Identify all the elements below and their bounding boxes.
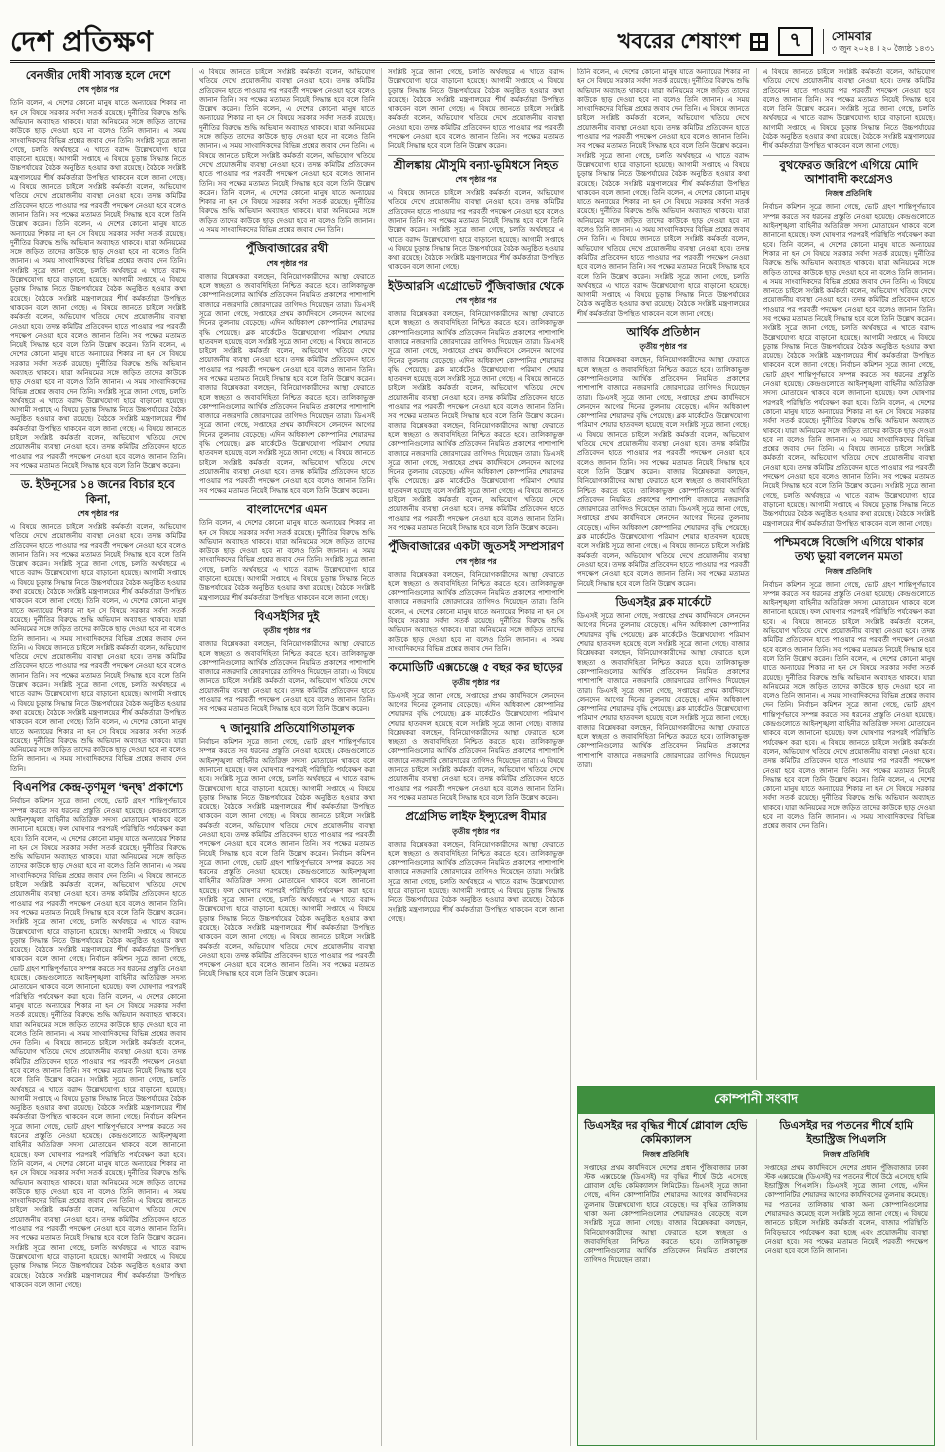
article-body: এ বিষয়ে জানতে চাইলে সংশ্লিষ্ট কর্মকর্তা বলেন, অভিযোগ খতিয়ে দেখে প্রয়োজনীয় ব্যবস্থা নেওয়া হবে। তদন্ত কমিটির প্রতিবেদন হাতে পাওয়ার পর পরবর্তী পদক্ষেপ নেওয়া হবে বলেও জানান তিনি। সব পক্ষের মতামত নিয়েই সিদ্ধান্ত হবে বলে তিনি উল্লেখ করেন। তিনি বলেন, এ দেশের কোনো মানুষ যাতে অন্যায়ের শিকার না হন সে বিষয়ে সরকার সর্বদা সতর্ক রয়েছে। দুর্নীতির বিরুদ্ধে শুদ্ধি অভিযান অব্যাহত থাকবে। যারা অনিয়মের সঙ্গে জড়িত তাদের কাউকে ছাড় দেওয়া হবে না বলেও তিনি জানান। এ সময় সাংবাদিকদের বিভিন্ন প্রশ্নের জবাব দেন তিনি। এ বিষয়ে জানতে চাইলে সংশ্লিষ্ট কর্মকর্তা বলেন, অভিযোগ খতিয়ে দেখে প্রয়োজনীয় ব্যবস্থা নেওয়া হবে। তদন্ত কমিটির প্রতিবেদন হাতে পাওয়ার পর পরবর্তী পদক্ষেপ নেওয়া হবে বলেও জানান তিনি। সব পক্ষের মতামত নিয়েই সিদ্ধান্ত হবে বলে তিনি উল্লেখ করেন। তিনি বলেন, এ দেশের কোনো মানুষ যাতে অন্যায়ের শিকার না হন সে বিষয়ে সরকার সর্বদা সতর্ক রয়েছে। দুর্নীতির বিরুদ্ধে শুদ্ধি অভিযান অব্যাহত থাকবে। যারা অনিয়মের সঙ্গে জড়িত তাদের কাউকে ছাড় দেওয়া হবে না বলেও তিনি জানান। এ সময় সাংবাদিকদের বিভিন্ন প্রশ্নের জবাব দেন তিনি। — [199, 69, 375, 235]
article-headline: ডিএসইর ব্লক মার্কেটে — [615, 596, 711, 609]
article-body: ডিএসই সূত্রে জানা গেছে, সপ্তাহের প্রথম কার্যদিবসে লেনদেন আগের দিনের তুলনায় বেড়েছে। এদিন অধিকাংশ কোম্পানির শেয়ারদর বৃদ্ধি পেয়েছে। ব্লক মার্কেটেও উল্লেখযোগ্য পরিমাণ শেয়ার হাতবদল হয়েছে বলে সংশ্লিষ্ট সূত্রে জানা গেছে। বাজার বিশ্লেষকরা বলছেন, বিনিয়োগকারীদের আস্থা ফেরাতে হলে স্বচ্ছতা ও জবাবদিহিতা নিশ্চিত করতে হবে। তালিকাভুক্ত কোম্পানিগুলোর আর্থিক প্রতিবেদন নিয়মিত প্রকাশের পাশাপাশি বাজারে নজরদারি জোরদারের তাগিদও দিয়েছেন তারা। এ বিষয়ে জানতে চাইলে সংশ্লিষ্ট কর্মকর্তা বলেন, অভিযোগ খতিয়ে দেখে প্রয়োজনীয় ব্যবস্থা নেওয়া হবে। তদন্ত কমিটির প্রতিবেদন হাতে পাওয়ার পর পরবর্তী পদক্ষেপ নেওয়া হবে বলেও জানান তিনি। সব পক্ষের মতামত নিয়েই সিদ্ধান্ত হবে বলে তিনি উল্লেখ করেন। — [388, 692, 564, 802]
article — [577, 68, 750, 319]
right-columns — [577, 68, 935, 1080]
article-byline: শেষ পৃষ্ঠার পর — [455, 296, 497, 306]
date-line: ৩ জুন ২০২৪ । ২০ জ্যৈষ্ঠ ১৪৩১ — [831, 43, 935, 53]
article-body: নির্বাচন কমিশন সূত্রে জানা গেছে, ভোট গ্রহণ শান্তিপূর্ণভাবে সম্পন্ন করতে সব ধরনের প্রস্তুতি নেওয়া হয়েছে। কেন্দ্রগুলোতে আইনশৃঙ্খলা বাহিনীর অতিরিক্ত সদস্য মোতায়েন থাকবে বলে জানানো হয়েছে। ফল ঘোষণার পরপরই পরিস্থিতি পর্যবেক্ষণ করা হবে। তিনি বলেন, এ দেশের কোনো মানুষ যাতে অন্যায়ের শিকার না হন সে বিষয়ে সরকার সর্বদা সতর্ক রয়েছে। দুর্নীতির বিরুদ্ধে শুদ্ধি অভিযান অব্যাহত থাকবে। যারা অনিয়মের সঙ্গে জড়িত তাদের কাউকে ছাড় দেওয়া হবে না বলেও তিনি জানান। এ সময় সাংবাদিকদের বিভিন্ন প্রশ্নের জবাব দেন তিনি। এ বিষয়ে জানতে চাইলে সংশ্লিষ্ট কর্মকর্তা বলেন, অভিযোগ খতিয়ে দেখে প্রয়োজনীয় ব্যবস্থা নেওয়া হবে। তদন্ত কমিটির প্রতিবেদন হাতে পাওয়ার পর পরবর্তী পদক্ষেপ নেওয়া হবে বলেও জানান তিনি। সব পক্ষের মতামত নিয়েই সিদ্ধান্ত হবে বলে তিনি উল্লেখ করেন। সংশ্লিষ্ট সূত্রে জানা গেছে, চলতি অর্থবছরে এ খাতে বরাদ্দ উল্লেখযোগ্য হারে বাড়ানো হয়েছে। আগামী সপ্তাহে এ বিষয়ে চূড়ান্ত সিদ্ধান্ত নিতে উচ্চপর্যায়ের বৈঠক অনুষ্ঠিত হওয়ার কথা রয়েছে। বৈঠকে সংশ্লিষ্ট মন্ত্রণালয়ের শীর্ষ কর্মকর্তারা উপস্থিত থাকবেন বলে জানা গেছে। নির্বাচন কমিশন সূত্রে জানা গেছে, ভোট গ্রহণ শান্তিপূর্ণভাবে সম্পন্ন করতে সব ধরনের প্রস্তুতি নেওয়া হয়েছে। কেন্দ্রগুলোতে আইনশৃঙ্খলা বাহিনীর অতিরিক্ত সদস্য মোতায়েন থাকবে বলে জানানো হয়েছে। ফল ঘোষণার পরপরই পরিস্থিতি পর্যবেক্ষণ করা হবে। তিনি বলেন, এ দেশের কোনো মানুষ যাতে অন্যায়ের শিকার না হন সে বিষয়ে সরকার সর্বদা সতর্ক রয়েছে। দুর্নীতির বিরুদ্ধে শুদ্ধি অভিযান অব্যাহত থাকবে। যারা অনিয়মের সঙ্গে জড়িত তাদের কাউকে ছাড় দেওয়া হবে না বলেও তিনি জানান। এ সময় সাংবাদিকদের বিভিন্ন প্রশ্নের জবাব দেন তিনি। এ বিষয়ে জানতে চাইলে সংশ্লিষ্ট কর্মকর্তা বলেন, অভিযোগ খতিয়ে দেখে প্রয়োজনীয় ব্যবস্থা নেওয়া হবে। তদন্ত কমিটির প্রতিবেদন হাতে পাওয়ার পর পরবর্তী পদক্ষেপ নেওয়া হবে বলেও জানান তিনি। সব পক্ষের মতামত নিয়েই সিদ্ধান্ত হবে বলে তিনি উল্লেখ করেন। সংশ্লিষ্ট সূত্রে জানা গেছে, চলতি অর্থবছরে এ খাতে বরাদ্দ উল্লেখযোগ্য হারে বাড়ানো হয়েছে। আগামী সপ্তাহে এ বিষয়ে চূড়ান্ত সিদ্ধান্ত নিতে উচ্চপর্যায়ের বৈঠক অনুষ্ঠিত হওয়ার কথা রয়েছে। বৈঠকে সংশ্লিষ্ট মন্ত্রণালয়ের শীর্ষ কর্মকর্তারা উপস্থিত থাকবেন বলে জানা গেছে। — [762, 204, 935, 528]
article — [388, 657, 564, 803]
article-body: সপ্তাহের প্রথম কার্যদিবসে দেশের প্রধান পুঁজিবাজার ঢাকা স্টক এক্সচেঞ্জে (ডিএসই) দর পতনের শীর্ষে উঠে এসেছে হামি ইন্ডাস্ট্রিজ পিএলসি। ডিএসই সূত্রে জানা গেছে, এদিন কোম্পানিটির শেয়ারদর আগের কার্যদিবসের তুলনায় কমেছে। দর পতনের তালিকায় থাকা অন্য কোম্পানিগুলোর শেয়ারদরও কমেছে বলে সংশ্লিষ্ট সূত্রে জানা গেছে। এ বিষয়ে জানতে চাইলে সংশ্লিষ্ট কর্মকর্তা বলেন, বাজার পরিস্থিতি নিবিড়ভাবে পর্যবেক্ষণ করা হচ্ছে এবং প্রয়োজনীয় ব্যবস্থা নেওয়া হবে। সব পক্ষের মতামত নিয়েই পরবর্তী পদক্ষেপ নেওয়া হবে বলে তিনি জানান। — [764, 1164, 928, 1256]
article — [10, 69, 186, 471]
article-headline: বিএসইসির দুই — [254, 610, 320, 623]
article-headline: আর্থিক প্রতিষ্ঠান — [626, 327, 701, 340]
column-5 — [763, 68, 936, 1080]
article-headline: পশ্চিমবঙ্গে বিজেপি এগিয়ে থাকার তথ্য ভুয়া বললেন মমতা — [773, 536, 924, 564]
article-headline: বিএনপির কেন্দ্র-তৃণমূল ‘দ্বন্দ্ব’ প্রকাশ্যে — [13, 782, 183, 795]
article-body: বাজার বিশ্লেষকরা বলছেন, বিনিয়োগকারীদের আস্থা ফেরাতে হলে স্বচ্ছতা ও জবাবদিহিতা নিশ্চিত করতে হবে। তালিকাভুক্ত কোম্পানিগুলোর আর্থিক প্রতিবেদন নিয়মিত প্রকাশের পাশাপাশি বাজারে নজরদারি জোরদারের তাগিদও দিয়েছেন তারা। ডিএসই সূত্রে জানা গেছে, সপ্তাহের প্রথম কার্যদিবসে লেনদেন আগের দিনের তুলনায় বেড়েছে। এদিন অধিকাংশ কোম্পানির শেয়ারদর বৃদ্ধি পেয়েছে। ব্লক মার্কেটেও উল্লেখযোগ্য পরিমাণ শেয়ার হাতবদল হয়েছে বলে সংশ্লিষ্ট সূত্রে জানা গেছে। এ বিষয়ে জানতে চাইলে সংশ্লিষ্ট কর্মকর্তা বলেন, অভিযোগ খতিয়ে দেখে প্রয়োজনীয় ব্যবস্থা নেওয়া হবে। তদন্ত কমিটির প্রতিবেদন হাতে পাওয়ার পর পরবর্তী পদক্ষেপ নেওয়া হবে বলেও জানান তিনি। সব পক্ষের মতামত নিয়েই সিদ্ধান্ত হবে বলে তিনি উল্লেখ করেন। বাজার বিশ্লেষকরা বলছেন, বিনিয়োগকারীদের আস্থা ফেরাতে হলে স্বচ্ছতা ও জবাবদিহিতা নিশ্চিত করতে হবে। তালিকাভুক্ত কোম্পানিগুলোর আর্থিক প্রতিবেদন নিয়মিত প্রকাশের পাশাপাশি বাজারে নজরদারি জোরদারের তাগিদও দিয়েছেন তারা। ডিএসই সূত্রে জানা গেছে, সপ্তাহের প্রথম কার্যদিবসে লেনদেন আগের দিনের তুলনায় বেড়েছে। এদিন অধিকাংশ কোম্পানির শেয়ারদর বৃদ্ধি পেয়েছে। ব্লক মার্কেটেও উল্লেখযোগ্য পরিমাণ শেয়ার হাতবদল হয়েছে বলে সংশ্লিষ্ট সূত্রে জানা গেছে। এ বিষয়ে জানতে চাইলে সংশ্লিষ্ট কর্মকর্তা বলেন, অভিযোগ খতিয়ে দেখে প্রয়োজনীয় ব্যবস্থা নেওয়া হবে। তদন্ত কমিটির প্রতিবেদন হাতে পাওয়ার পর পরবর্তী পদক্ষেপ নেওয়া হবে বলেও জানান তিনি। সব পক্ষের মতামত নিয়েই সিদ্ধান্ত হবে বলে তিনি উল্লেখ করেন। — [388, 311, 564, 532]
article-body: নির্বাচন কমিশন সূত্রে জানা গেছে, ভোট গ্রহণ শান্তিপূর্ণভাবে সম্পন্ন করতে সব ধরনের প্রস্তুতি নেওয়া হয়েছে। কেন্দ্রগুলোতে আইনশৃঙ্খলা বাহিনীর অতিরিক্ত সদস্য মোতায়েন থাকবে বলে জানানো হয়েছে। ফল ঘোষণার পরপরই পরিস্থিতি পর্যবেক্ষণ করা হবে। সংশ্লিষ্ট সূত্রে জানা গেছে, চলতি অর্থবছরে এ খাতে বরাদ্দ উল্লেখযোগ্য হারে বাড়ানো হয়েছে। আগামী সপ্তাহে এ বিষয়ে চূড়ান্ত সিদ্ধান্ত নিতে উচ্চপর্যায়ের বৈঠক অনুষ্ঠিত হওয়ার কথা রয়েছে। বৈঠকে সংশ্লিষ্ট মন্ত্রণালয়ের শীর্ষ কর্মকর্তারা উপস্থিত থাকবেন বলে জানা গেছে। এ বিষয়ে জানতে চাইলে সংশ্লিষ্ট কর্মকর্তা বলেন, অভিযোগ খতিয়ে দেখে প্রয়োজনীয় ব্যবস্থা নেওয়া হবে। তদন্ত কমিটির প্রতিবেদন হাতে পাওয়ার পর পরবর্তী পদক্ষেপ নেওয়া হবে বলেও জানান তিনি। সব পক্ষের মতামত নিয়েই সিদ্ধান্ত হবে বলে তিনি উল্লেখ করেন। নির্বাচন কমিশন সূত্রে জানা গেছে, ভোট গ্রহণ শান্তিপূর্ণভাবে সম্পন্ন করতে সব ধরনের প্রস্তুতি নেওয়া হয়েছে। কেন্দ্রগুলোতে আইনশৃঙ্খলা বাহিনীর অতিরিক্ত সদস্য মোতায়েন থাকবে বলে জানানো হয়েছে। ফল ঘোষণার পরপরই পরিস্থিতি পর্যবেক্ষণ করা হবে। সংশ্লিষ্ট সূত্রে জানা গেছে, চলতি অর্থবছরে এ খাতে বরাদ্দ উল্লেখযোগ্য হারে বাড়ানো হয়েছে। আগামী সপ্তাহে এ বিষয়ে চূড়ান্ত সিদ্ধান্ত নিতে উচ্চপর্যায়ের বৈঠক অনুষ্ঠিত হওয়ার কথা রয়েছে। বৈঠকে সংশ্লিষ্ট মন্ত্রণালয়ের শীর্ষ কর্মকর্তারা উপস্থিত থাকবেন বলে জানা গেছে। এ বিষয়ে জানতে চাইলে সংশ্লিষ্ট কর্মকর্তা বলেন, অভিযোগ খতিয়ে দেখে প্রয়োজনীয় ব্যবস্থা নেওয়া হবে। তদন্ত কমিটির প্রতিবেদন হাতে পাওয়ার পর পরবর্তী পদক্ষেপ নেওয়া হবে বলেও জানান তিনি। সব পক্ষের মতামত নিয়েই সিদ্ধান্ত হবে বলে তিনি উল্লেখ করেন। — [199, 739, 375, 979]
article-headline: পুঁজিবাজারের একটা জুতসই সম্প্রসারণ — [388, 541, 564, 554]
article-body: বাজার বিশ্লেষকরা বলছেন, বিনিয়োগকারীদের আস্থা ফেরাতে হলে স্বচ্ছতা ও জবাবদিহিতা নিশ্চিত করতে হবে। তালিকাভুক্ত কোম্পানিগুলোর আর্থিক প্রতিবেদন নিয়মিত প্রকাশের পাশাপাশি বাজারে নজরদারি জোরদারের তাগিদও দিয়েছেন তারা। ডিএসই সূত্রে জানা গেছে, সপ্তাহের প্রথম কার্যদিবসে লেনদেন আগের দিনের তুলনায় বেড়েছে। এদিন অধিকাংশ কোম্পানির শেয়ারদর বৃদ্ধি পেয়েছে। ব্লক মার্কেটেও উল্লেখযোগ্য পরিমাণ শেয়ার হাতবদল হয়েছে বলে সংশ্লিষ্ট সূত্রে জানা গেছে। এ বিষয়ে জানতে চাইলে সংশ্লিষ্ট কর্মকর্তা বলেন, অভিযোগ খতিয়ে দেখে প্রয়োজনীয় ব্যবস্থা নেওয়া হবে। তদন্ত কমিটির প্রতিবেদন হাতে পাওয়ার পর পরবর্তী পদক্ষেপ নেওয়া হবে বলেও জানান তিনি। সব পক্ষের মতামত নিয়েই সিদ্ধান্ত হবে বলে তিনি উল্লেখ করেন। বাজার বিশ্লেষকরা বলছেন, বিনিয়োগকারীদের আস্থা ফেরাতে হলে স্বচ্ছতা ও জবাবদিহিতা নিশ্চিত করতে হবে। তালিকাভুক্ত কোম্পানিগুলোর আর্থিক প্রতিবেদন নিয়মিত প্রকাশের পাশাপাশি বাজারে নজরদারি জোরদারের তাগিদও দিয়েছেন তারা। ডিএসই সূত্রে জানা গেছে, সপ্তাহের প্রথম কার্যদিবসে লেনদেন আগের দিনের তুলনায় বেড়েছে। এদিন অধিকাংশ কোম্পানির শেয়ারদর বৃদ্ধি পেয়েছে। ব্লক মার্কেটেও উল্লেখযোগ্য পরিমাণ শেয়ার হাতবদল হয়েছে বলে সংশ্লিষ্ট সূত্রে জানা গেছে। এ বিষয়ে জানতে চাইলে সংশ্লিষ্ট কর্মকর্তা বলেন, অভিযোগ খতিয়ে দেখে প্রয়োজনীয় ব্যবস্থা নেওয়া হবে। তদন্ত কমিটির প্রতিবেদন হাতে পাওয়ার পর পরবর্তী পদক্ষেপ নেওয়া হবে বলেও জানান তিনি। সব পক্ষের মতামত নিয়েই সিদ্ধান্ত হবে বলে তিনি উল্লেখ করেন। — [577, 357, 750, 588]
article-body: বাজার বিশ্লেষকরা বলছেন, বিনিয়োগকারীদের আস্থা ফেরাতে হলে স্বচ্ছতা ও জবাবদিহিতা নিশ্চিত করতে হবে। তালিকাভুক্ত কোম্পানিগুলোর আর্থিক প্রতিবেদন নিয়মিত প্রকাশের পাশাপাশি বাজারে নজরদারি জোরদারের তাগিদও দিয়েছেন তারা। সংশ্লিষ্ট সূত্রে জানা গেছে, চলতি অর্থবছরে এ খাতে বরাদ্দ উল্লেখযোগ্য হারে বাড়ানো হয়েছে। আগামী সপ্তাহে এ বিষয়ে চূড়ান্ত সিদ্ধান্ত নিতে উচ্চপর্যায়ের বৈঠক অনুষ্ঠিত হওয়ার কথা রয়েছে। বৈঠকে সংশ্লিষ্ট মন্ত্রণালয়ের শীর্ষ কর্মকর্তারা উপস্থিত থাকবেন বলে জানা গেছে। — [388, 841, 564, 923]
article — [199, 499, 375, 603]
article — [10, 777, 186, 1290]
article-body: ডিএসই সূত্রে জানা গেছে, সপ্তাহের প্রথম কার্যদিবসে লেনদেন আগের দিনের তুলনায় বেড়েছে। এদিন অধিকাংশ কোম্পানির শেয়ারদর বৃদ্ধি পেয়েছে। ব্লক মার্কেটেও উল্লেখযোগ্য পরিমাণ শেয়ার হাতবদল হয়েছে বলে সংশ্লিষ্ট সূত্রে জানা গেছে। বাজার বিশ্লেষকরা বলছেন, বিনিয়োগকারীদের আস্থা ফেরাতে হলে স্বচ্ছতা ও জবাবদিহিতা নিশ্চিত করতে হবে। তালিকাভুক্ত কোম্পানিগুলোর আর্থিক প্রতিবেদন নিয়মিত প্রকাশের পাশাপাশি বাজারে নজরদারি জোরদারের তাগিদও দিয়েছেন তারা। ডিএসই সূত্রে জানা গেছে, সপ্তাহের প্রথম কার্যদিবসে লেনদেন আগের দিনের তুলনায় বেড়েছে। এদিন অধিকাংশ কোম্পানির শেয়ারদর বৃদ্ধি পেয়েছে। ব্লক মার্কেটেও উল্লেখযোগ্য পরিমাণ শেয়ার হাতবদল হয়েছে বলে সংশ্লিষ্ট সূত্রে জানা গেছে। বাজার বিশ্লেষকরা বলছেন, বিনিয়োগকারীদের আস্থা ফেরাতে হলে স্বচ্ছতা ও জবাবদিহিতা নিশ্চিত করতে হবে। তালিকাভুক্ত কোম্পানিগুলোর আর্থিক প্রতিবেদন নিয়মিত প্রকাশের পাশাপাশি বাজারে নজরদারি জোরদারের তাগিদও দিয়েছেন তারা। — [577, 613, 750, 769]
article — [388, 806, 564, 924]
article-byline: শেষ পৃষ্ঠার পর — [77, 509, 119, 518]
article-byline: শেষ পৃষ্ঠার পর — [77, 85, 119, 95]
article-headline: ড. ইউনূসের ১৪ জনের বিচার হবে কিনা, — [21, 479, 175, 506]
content-columns — [10, 68, 935, 1446]
article-byline: নিজস্ব প্রতিনিধি — [823, 1149, 870, 1159]
article-headline: বাংলাদেশের এমন — [246, 503, 328, 516]
article — [763, 155, 936, 529]
article-body: এ বিষয়ে জানতে চাইলে সংশ্লিষ্ট কর্মকর্তা বলেন, অভিযোগ খতিয়ে দেখে প্রয়োজনীয় ব্যবস্থা নেওয়া হবে। তদন্ত কমিটির প্রতিবেদন হাতে পাওয়ার পর পরবর্তী পদক্ষেপ নেওয়া হবে বলেও জানান তিনি। সব পক্ষের মতামত নিয়েই সিদ্ধান্ত হবে বলে তিনি উল্লেখ করেন। সংশ্লিষ্ট সূত্রে জানা গেছে, চলতি অর্থবছরে এ খাতে বরাদ্দ উল্লেখযোগ্য হারে বাড়ানো হয়েছে। আগামী সপ্তাহে এ বিষয়ে চূড়ান্ত সিদ্ধান্ত নিতে উচ্চপর্যায়ের বৈঠক অনুষ্ঠিত হওয়ার কথা রয়েছে। বৈঠকে সংশ্লিষ্ট মন্ত্রণালয়ের শীর্ষ কর্মকর্তারা উপস্থিত থাকবেন বলে জানা গেছে। — [762, 69, 935, 151]
article — [199, 68, 375, 235]
article-body: নির্বাচন কমিশন সূত্রে জানা গেছে, ভোট গ্রহণ শান্তিপূর্ণভাবে সম্পন্ন করতে সব ধরনের প্রস্তুতি নেওয়া হয়েছে। কেন্দ্রগুলোতে আইনশৃঙ্খলা বাহিনীর অতিরিক্ত সদস্য মোতায়েন থাকবে বলে জানানো হয়েছে। ফল ঘোষণার পরপরই পরিস্থিতি পর্যবেক্ষণ করা হবে। এ বিষয়ে জানতে চাইলে সংশ্লিষ্ট কর্মকর্তা বলেন, অভিযোগ খতিয়ে দেখে প্রয়োজনীয় ব্যবস্থা নেওয়া হবে। তদন্ত কমিটির প্রতিবেদন হাতে পাওয়ার পর পরবর্তী পদক্ষেপ নেওয়া হবে বলেও জানান তিনি। সব পক্ষের মতামত নিয়েই সিদ্ধান্ত হবে বলে তিনি উল্লেখ করেন। তিনি বলেন, এ দেশের কোনো মানুষ যাতে অন্যায়ের শিকার না হন সে বিষয়ে সরকার সর্বদা সতর্ক রয়েছে। দুর্নীতির বিরুদ্ধে শুদ্ধি অভিযান অব্যাহত থাকবে। যারা অনিয়মের সঙ্গে জড়িত তাদের কাউকে ছাড় দেওয়া হবে না বলেও তিনি জানান। এ সময় সাংবাদিকদের বিভিন্ন প্রশ্নের জবাব দেন তিনি। নির্বাচন কমিশন সূত্রে জানা গেছে, ভোট গ্রহণ শান্তিপূর্ণভাবে সম্পন্ন করতে সব ধরনের প্রস্তুতি নেওয়া হয়েছে। কেন্দ্রগুলোতে আইনশৃঙ্খলা বাহিনীর অতিরিক্ত সদস্য মোতায়েন থাকবে বলে জানানো হয়েছে। ফল ঘোষণার পরপরই পরিস্থিতি পর্যবেক্ষণ করা হবে। এ বিষয়ে জানতে চাইলে সংশ্লিষ্ট কর্মকর্তা বলেন, অভিযোগ খতিয়ে দেখে প্রয়োজনীয় ব্যবস্থা নেওয়া হবে। তদন্ত কমিটির প্রতিবেদন হাতে পাওয়ার পর পরবর্তী পদক্ষেপ নেওয়া হবে বলেও জানান তিনি। সব পক্ষের মতামত নিয়েই সিদ্ধান্ত হবে বলে তিনি উল্লেখ করেন। তিনি বলেন, এ দেশের কোনো মানুষ যাতে অন্যায়ের শিকার না হন সে বিষয়ে সরকার সর্বদা সতর্ক রয়েছে। দুর্নীতির বিরুদ্ধে শুদ্ধি অভিযান অব্যাহত থাকবে। যারা অনিয়মের সঙ্গে জড়িত তাদের কাউকে ছাড় দেওয়া হবে না বলেও তিনি জানান। এ সময় সাংবাদিকদের বিভিন্ন প্রশ্নের জবাব দেন তিনি। — [762, 581, 935, 831]
article-headline: প্রগ্রেসিভ লাইফ ইন্স্যুরেন্স বীমার — [405, 811, 547, 824]
article-headline: বেনজীর দোষী সাব্যস্ত হলে দেশে — [25, 70, 171, 82]
article-body: এ বিষয়ে জানতে চাইলে সংশ্লিষ্ট কর্মকর্তা বলেন, অভিযোগ খতিয়ে দেখে প্রয়োজনীয় ব্যবস্থা নেওয়া হবে। তদন্ত কমিটির প্রতিবেদন হাতে পাওয়ার পর পরবর্তী পদক্ষেপ নেওয়া হবে বলেও জানান তিনি। সব পক্ষের মতামত নিয়েই সিদ্ধান্ত হবে বলে তিনি উল্লেখ করেন। সংশ্লিষ্ট সূত্রে জানা গেছে, চলতি অর্থবছরে এ খাতে বরাদ্দ উল্লেখযোগ্য হারে বাড়ানো হয়েছে। আগামী সপ্তাহে এ বিষয়ে চূড়ান্ত সিদ্ধান্ত নিতে উচ্চপর্যায়ের বৈঠক অনুষ্ঠিত হওয়ার কথা রয়েছে। বৈঠকে সংশ্লিষ্ট মন্ত্রণালয়ের শীর্ষ কর্মকর্তারা উপস্থিত থাকবেন বলে জানা গেছে। তিনি বলেন, এ দেশের কোনো মানুষ যাতে অন্যায়ের শিকার না হন সে বিষয়ে সরকার সর্বদা সতর্ক রয়েছে। দুর্নীতির বিরুদ্ধে শুদ্ধি অভিযান অব্যাহত থাকবে। যারা অনিয়মের সঙ্গে জড়িত তাদের কাউকে ছাড় দেওয়া হবে না বলেও তিনি জানান। এ সময় সাংবাদিকদের বিভিন্ন প্রশ্নের জবাব দেন তিনি। এ বিষয়ে জানতে চাইলে সংশ্লিষ্ট কর্মকর্তা বলেন, অভিযোগ খতিয়ে দেখে প্রয়োজনীয় ব্যবস্থা নেওয়া হবে। তদন্ত কমিটির প্রতিবেদন হাতে পাওয়ার পর পরবর্তী পদক্ষেপ নেওয়া হবে বলেও জানান তিনি। সব পক্ষের মতামত নিয়েই সিদ্ধান্ত হবে বলে তিনি উল্লেখ করেন। সংশ্লিষ্ট সূত্রে জানা গেছে, চলতি অর্থবছরে এ খাতে বরাদ্দ উল্লেখযোগ্য হারে বাড়ানো হয়েছে। আগামী সপ্তাহে এ বিষয়ে চূড়ান্ত সিদ্ধান্ত নিতে উচ্চপর্যায়ের বৈঠক অনুষ্ঠিত হওয়ার কথা রয়েছে। বৈঠকে সংশ্লিষ্ট মন্ত্রণালয়ের শীর্ষ কর্মকর্তারা উপস্থিত থাকবেন বলে জানা গেছে। তিনি বলেন, এ দেশের কোনো মানুষ যাতে অন্যায়ের শিকার না হন সে বিষয়ে সরকার সর্বদা সতর্ক রয়েছে। দুর্নীতির বিরুদ্ধে শুদ্ধি অভিযান অব্যাহত থাকবে। যারা অনিয়মের সঙ্গে জড়িত তাদের কাউকে ছাড় দেওয়া হবে না বলেও তিনি জানান। এ সময় সাংবাদিকদের বিভিন্ন প্রশ্নের জবাব দেন তিনি। — [10, 524, 186, 773]
article-byline: শেষ পৃষ্ঠার পর — [455, 556, 497, 566]
company-news-title: কোম্পানী সংবাদ — [578, 1087, 934, 1114]
column-divider — [192, 68, 193, 1446]
article — [199, 718, 375, 980]
article-byline: তৃতীয় পৃষ্ঠার পর — [639, 342, 687, 352]
article-byline: নিজস্ব প্রতিনিধি — [642, 1149, 689, 1159]
column-divider — [756, 1119, 757, 1440]
section-title: খবরের শেষাংশ — [617, 30, 741, 54]
header-right-block — [617, 27, 935, 56]
column-1 — [10, 68, 186, 1446]
company-news-box — [577, 1086, 935, 1446]
article — [577, 592, 750, 770]
article-body: বাজার বিশ্লেষকরা বলছেন, বিনিয়োগকারীদের আস্থা ফেরাতে হলে স্বচ্ছতা ও জবাবদিহিতা নিশ্চিত করতে হবে। তালিকাভুক্ত কোম্পানিগুলোর আর্থিক প্রতিবেদন নিয়মিত প্রকাশের পাশাপাশি বাজারে নজরদারি জোরদারের তাগিদও দিয়েছেন তারা। তিনি বলেন, এ দেশের কোনো মানুষ যাতে অন্যায়ের শিকার না হন সে বিষয়ে সরকার সর্বদা সতর্ক রয়েছে। দুর্নীতির বিরুদ্ধে শুদ্ধি অভিযান অব্যাহত থাকবে। যারা অনিয়মের সঙ্গে জড়িত তাদের কাউকে ছাড় দেওয়া হবে না বলেও তিনি জানান। এ সময় সাংবাদিকদের বিভিন্ন প্রশ্নের জবাব দেন তিনি। — [388, 571, 564, 653]
article-byline: শেষ পৃষ্ঠার পর — [266, 258, 308, 268]
article-body: এ বিষয়ে জানতে চাইলে সংশ্লিষ্ট কর্মকর্তা বলেন, অভিযোগ খতিয়ে দেখে প্রয়োজনীয় ব্যবস্থা নেওয়া হবে। তদন্ত কমিটির প্রতিবেদন হাতে পাওয়ার পর পরবর্তী পদক্ষেপ নেওয়া হবে বলেও জানান তিনি। সব পক্ষের মতামত নিয়েই সিদ্ধান্ত হবে বলে তিনি উল্লেখ করেন। সংশ্লিষ্ট সূত্রে জানা গেছে, চলতি অর্থবছরে এ খাতে বরাদ্দ উল্লেখযোগ্য হারে বাড়ানো হয়েছে। আগামী সপ্তাহে এ বিষয়ে চূড়ান্ত সিদ্ধান্ত নিতে উচ্চপর্যায়ের বৈঠক অনুষ্ঠিত হওয়ার কথা রয়েছে। বৈঠকে সংশ্লিষ্ট মন্ত্রণালয়ের শীর্ষ কর্মকর্তারা উপস্থিত থাকবেন বলে জানা গেছে। — [388, 190, 564, 272]
company-news-left — [584, 1119, 748, 1440]
article — [388, 68, 564, 152]
column-divider — [570, 68, 571, 1446]
column-divider — [381, 68, 382, 1446]
article-headline: ডিএসইর দর বৃদ্ধির শীর্ষে গ্লোবাল হেভি কেমিক্যালস — [584, 1120, 748, 1146]
article-byline: নিজস্ব প্রতিনিধি — [825, 189, 872, 199]
article — [577, 322, 750, 589]
article — [10, 474, 186, 774]
article-body: সপ্তাহের প্রথম কার্যদিবসে দেশের প্রধান পুঁজিবাজার ঢাকা স্টক এক্সচেঞ্জে (ডিএসই) দর বৃদ্ধির শীর্ষে উঠে এসেছে গ্লোবাল হেভি কেমিক্যালস লিমিটেড। ডিএসই সূত্রে জানা গেছে, এদিন কোম্পানিটির শেয়ারদর আগের কার্যদিবসের তুলনায় উল্লেখযোগ্য হারে বেড়েছে। দর বৃদ্ধির তালিকায় থাকা অন্য কোম্পানিগুলোর শেয়ারদরও বেড়েছে বলে সংশ্লিষ্ট সূত্রে জানা গেছে। বাজার বিশ্লেষকরা বলছেন, বিনিয়োগকারীদের আস্থা ফেরাতে হলে স্বচ্ছতা ও জবাবদিহিতা নিশ্চিত করতে হবে। তালিকাভুক্ত কোম্পানিগুলোর আর্থিক প্রতিবেদন নিয়মিত প্রকাশের তাগিদও দিয়েছেন তারা। — [584, 1164, 748, 1265]
article — [388, 155, 564, 273]
article-byline: নিজস্ব প্রতিনিধি — [825, 566, 872, 576]
column-divider — [756, 68, 757, 1080]
article-byline: শেষ পৃষ্ঠার পর — [455, 175, 497, 185]
column-3 — [388, 68, 564, 1446]
article-headline: কমোডিটি এক্সচেঞ্জে ৫ বছর কর ছাড়ের — [389, 662, 563, 675]
right-section — [577, 68, 935, 1446]
masthead-block — [10, 21, 153, 56]
article-body: তিনি বলেন, এ দেশের কোনো মানুষ যাতে অন্যায়ের শিকার না হন সে বিষয়ে সরকার সর্বদা সতর্ক রয়েছে। দুর্নীতির বিরুদ্ধে শুদ্ধি অভিযান অব্যাহত থাকবে। যারা অনিয়মের সঙ্গে জড়িত তাদের কাউকে ছাড় দেওয়া হবে না বলেও তিনি জানান। এ সময় সাংবাদিকদের বিভিন্ন প্রশ্নের জবাব দেন তিনি। এ বিষয়ে জানতে চাইলে সংশ্লিষ্ট কর্মকর্তা বলেন, অভিযোগ খতিয়ে দেখে প্রয়োজনীয় ব্যবস্থা নেওয়া হবে। তদন্ত কমিটির প্রতিবেদন হাতে পাওয়ার পর পরবর্তী পদক্ষেপ নেওয়া হবে বলেও জানান তিনি। সব পক্ষের মতামত নিয়েই সিদ্ধান্ত হবে বলে তিনি উল্লেখ করেন। সংশ্লিষ্ট সূত্রে জানা গেছে, চলতি অর্থবছরে এ খাতে বরাদ্দ উল্লেখযোগ্য হারে বাড়ানো হয়েছে। আগামী সপ্তাহে এ বিষয়ে চূড়ান্ত সিদ্ধান্ত নিতে উচ্চপর্যায়ের বৈঠক অনুষ্ঠিত হওয়ার কথা রয়েছে। বৈঠকে সংশ্লিষ্ট মন্ত্রণালয়ের শীর্ষ কর্মকর্তারা উপস্থিত থাকবেন বলে জানা গেছে। তিনি বলেন, এ দেশের কোনো মানুষ যাতে অন্যায়ের শিকার না হন সে বিষয়ে সরকার সর্বদা সতর্ক রয়েছে। দুর্নীতির বিরুদ্ধে শুদ্ধি অভিযান অব্যাহত থাকবে। যারা অনিয়মের সঙ্গে জড়িত তাদের কাউকে ছাড় দেওয়া হবে না বলেও তিনি জানান। এ সময় সাংবাদিকদের বিভিন্ন প্রশ্নের জবাব দেন তিনি। এ বিষয়ে জানতে চাইলে সংশ্লিষ্ট কর্মকর্তা বলেন, অভিযোগ খতিয়ে দেখে প্রয়োজনীয় ব্যবস্থা নেওয়া হবে। তদন্ত কমিটির প্রতিবেদন হাতে পাওয়ার পর পরবর্তী পদক্ষেপ নেওয়া হবে বলেও জানান তিনি। সব পক্ষের মতামত নিয়েই সিদ্ধান্ত হবে বলে তিনি উল্লেখ করেন। সংশ্লিষ্ট সূত্রে জানা গেছে, চলতি অর্থবছরে এ খাতে বরাদ্দ উল্লেখযোগ্য হারে বাড়ানো হয়েছে। আগামী সপ্তাহে এ বিষয়ে চূড়ান্ত সিদ্ধান্ত নিতে উচ্চপর্যায়ের বৈঠক অনুষ্ঠিত হওয়ার কথা রয়েছে। বৈঠকে সংশ্লিষ্ট মন্ত্রণালয়ের শীর্ষ কর্মকর্তারা উপস্থিত থাকবেন বলে জানা গেছে। — [577, 69, 750, 318]
article-body: বাজার বিশ্লেষকরা বলছেন, বিনিয়োগকারীদের আস্থা ফেরাতে হলে স্বচ্ছতা ও জবাবদিহিতা নিশ্চিত করতে হবে। তালিকাভুক্ত কোম্পানিগুলোর আর্থিক প্রতিবেদন নিয়মিত প্রকাশের পাশাপাশি বাজারে নজরদারি জোরদারের তাগিদও দিয়েছেন তারা। এ বিষয়ে জানতে চাইলে সংশ্লিষ্ট কর্মকর্তা বলেন, অভিযোগ খতিয়ে দেখে প্রয়োজনীয় ব্যবস্থা নেওয়া হবে। তদন্ত কমিটির প্রতিবেদন হাতে পাওয়ার পর পরবর্তী পদক্ষেপ নেওয়া হবে বলেও জানান তিনি। সব পক্ষের মতামত নিয়েই সিদ্ধান্ত হবে বলে তিনি উল্লেখ করেন। — [199, 641, 375, 714]
column-4 — [577, 68, 750, 1080]
article-byline: তৃতীয় পৃষ্ঠার পর — [452, 677, 500, 687]
article-headline: ডিএসইর দর পতনের শীর্ষে হামি ইন্ডাস্ট্রিজ পিএলসি — [779, 1120, 914, 1146]
article — [199, 606, 375, 715]
article-body: নির্বাচন কমিশন সূত্রে জানা গেছে, ভোট গ্রহণ শান্তিপূর্ণভাবে সম্পন্ন করতে সব ধরনের প্রস্তুতি নেওয়া হয়েছে। কেন্দ্রগুলোতে আইনশৃঙ্খলা বাহিনীর অতিরিক্ত সদস্য মোতায়েন থাকবে বলে জানানো হয়েছে। ফল ঘোষণার পরপরই পরিস্থিতি পর্যবেক্ষণ করা হবে। তিনি বলেন, এ দেশের কোনো মানুষ যাতে অন্যায়ের শিকার না হন সে বিষয়ে সরকার সর্বদা সতর্ক রয়েছে। দুর্নীতির বিরুদ্ধে শুদ্ধি অভিযান অব্যাহত থাকবে। যারা অনিয়মের সঙ্গে জড়িত তাদের কাউকে ছাড় দেওয়া হবে না বলেও তিনি জানান। এ সময় সাংবাদিকদের বিভিন্ন প্রশ্নের জবাব দেন তিনি। এ বিষয়ে জানতে চাইলে সংশ্লিষ্ট কর্মকর্তা বলেন, অভিযোগ খতিয়ে দেখে প্রয়োজনীয় ব্যবস্থা নেওয়া হবে। তদন্ত কমিটির প্রতিবেদন হাতে পাওয়ার পর পরবর্তী পদক্ষেপ নেওয়া হবে বলেও জানান তিনি। সব পক্ষের মতামত নিয়েই সিদ্ধান্ত হবে বলে তিনি উল্লেখ করেন। সংশ্লিষ্ট সূত্রে জানা গেছে, চলতি অর্থবছরে এ খাতে বরাদ্দ উল্লেখযোগ্য হারে বাড়ানো হয়েছে। আগামী সপ্তাহে এ বিষয়ে চূড়ান্ত সিদ্ধান্ত নিতে উচ্চপর্যায়ের বৈঠক অনুষ্ঠিত হওয়ার কথা রয়েছে। বৈঠকে সংশ্লিষ্ট মন্ত্রণালয়ের শীর্ষ কর্মকর্তারা উপস্থিত থাকবেন বলে জানা গেছে। নির্বাচন কমিশন সূত্রে জানা গেছে, ভোট গ্রহণ শান্তিপূর্ণভাবে সম্পন্ন করতে সব ধরনের প্রস্তুতি নেওয়া হয়েছে। কেন্দ্রগুলোতে আইনশৃঙ্খলা বাহিনীর অতিরিক্ত সদস্য মোতায়েন থাকবে বলে জানানো হয়েছে। ফল ঘোষণার পরপরই পরিস্থিতি পর্যবেক্ষণ করা হবে। তিনি বলেন, এ দেশের কোনো মানুষ যাতে অন্যায়ের শিকার না হন সে বিষয়ে সরকার সর্বদা সতর্ক রয়েছে। দুর্নীতির বিরুদ্ধে শুদ্ধি অভিযান অব্যাহত থাকবে। যারা অনিয়মের সঙ্গে জড়িত তাদের কাউকে ছাড় দেওয়া হবে না বলেও তিনি জানান। এ সময় সাংবাদিকদের বিভিন্ন প্রশ্নের জবাব দেন তিনি। এ বিষয়ে জানতে চাইলে সংশ্লিষ্ট কর্মকর্তা বলেন, অভিযোগ খতিয়ে দেখে প্রয়োজনীয় ব্যবস্থা নেওয়া হবে। তদন্ত কমিটির প্রতিবেদন হাতে পাওয়ার পর পরবর্তী পদক্ষেপ নেওয়া হবে বলেও জানান তিনি। সব পক্ষের মতামত নিয়েই সিদ্ধান্ত হবে বলে তিনি উল্লেখ করেন। সংশ্লিষ্ট সূত্রে জানা গেছে, চলতি অর্থবছরে এ খাতে বরাদ্দ উল্লেখযোগ্য হারে বাড়ানো হয়েছে। আগামী সপ্তাহে এ বিষয়ে চূড়ান্ত সিদ্ধান্ত নিতে উচ্চপর্যায়ের বৈঠক অনুষ্ঠিত হওয়ার কথা রয়েছে। বৈঠকে সংশ্লিষ্ট মন্ত্রণালয়ের শীর্ষ কর্মকর্তারা উপস্থিত থাকবেন বলে জানা গেছে। নির্বাচন কমিশন সূত্রে জানা গেছে, ভোট গ্রহণ শান্তিপূর্ণভাবে সম্পন্ন করতে সব ধরনের প্রস্তুতি নেওয়া হয়েছে। কেন্দ্রগুলোতে আইনশৃঙ্খলা বাহিনীর অতিরিক্ত সদস্য মোতায়েন থাকবে বলে জানানো হয়েছে। ফল ঘোষণার পরপরই পরিস্থিতি পর্যবেক্ষণ করা হবে। তিনি বলেন, এ দেশের কোনো মানুষ যাতে অন্যায়ের শিকার না হন সে বিষয়ে সরকার সর্বদা সতর্ক রয়েছে। দুর্নীতির বিরুদ্ধে শুদ্ধি অভিযান অব্যাহত থাকবে। যারা অনিয়মের সঙ্গে জড়িত তাদের কাউকে ছাড় দেওয়া হবে না বলেও তিনি জানান। এ সময় সাংবাদিকদের বিভিন্ন প্রশ্নের জবাব দেন তিনি। এ বিষয়ে জানতে চাইলে সংশ্লিষ্ট কর্মকর্তা বলেন, অভিযোগ খতিয়ে দেখে প্রয়োজনীয় ব্যবস্থা নেওয়া হবে। তদন্ত কমিটির প্রতিবেদন হাতে পাওয়ার পর পরবর্তী পদক্ষেপ নেওয়া হবে বলেও জানান তিনি। সব পক্ষের মতামত নিয়েই সিদ্ধান্ত হবে বলে তিনি উল্লেখ করেন। সংশ্লিষ্ট সূত্রে জানা গেছে, চলতি অর্থবছরে এ খাতে বরাদ্দ উল্লেখযোগ্য হারে বাড়ানো হয়েছে। আগামী সপ্তাহে এ বিষয়ে চূড়ান্ত সিদ্ধান্ত নিতে উচ্চপর্যায়ের বৈঠক অনুষ্ঠিত হওয়ার কথা রয়েছে। বৈঠকে সংশ্লিষ্ট মন্ত্রণালয়ের শীর্ষ কর্মকর্তারা উপস্থিত থাকবেন বলে জানা গেছে। — [10, 798, 186, 1289]
article-headline: পুঁজিবাজারের রথী — [245, 243, 329, 256]
column-2 — [199, 68, 375, 1446]
article-headline: ৭ জানুয়ারি প্রতিযোগিতামূলক — [219, 722, 355, 735]
newspaper-masthead: দেশ প্রতিক্ষণ — [10, 26, 154, 57]
page-number: ৭ — [778, 27, 812, 56]
article-body: তিনি বলেন, এ দেশের কোনো মানুষ যাতে অন্যায়ের শিকার না হন সে বিষয়ে সরকার সর্বদা সতর্ক রয়েছে। দুর্নীতির বিরুদ্ধে শুদ্ধি অভিযান অব্যাহত থাকবে। যারা অনিয়মের সঙ্গে জড়িত তাদের কাউকে ছাড় দেওয়া হবে না বলেও তিনি জানান। এ সময় সাংবাদিকদের বিভিন্ন প্রশ্নের জবাব দেন তিনি। সংশ্লিষ্ট সূত্রে জানা গেছে, চলতি অর্থবছরে এ খাতে বরাদ্দ উল্লেখযোগ্য হারে বাড়ানো হয়েছে। আগামী সপ্তাহে এ বিষয়ে চূড়ান্ত সিদ্ধান্ত নিতে উচ্চপর্যায়ের বৈঠক অনুষ্ঠিত হওয়ার কথা রয়েছে। বৈঠকে সংশ্লিষ্ট মন্ত্রণালয়ের শীর্ষ কর্মকর্তারা উপস্থিত থাকবেন বলে জানা গেছে। এ বিষয়ে জানতে চাইলে সংশ্লিষ্ট কর্মকর্তা বলেন, অভিযোগ খতিয়ে দেখে প্রয়োজনীয় ব্যবস্থা নেওয়া হবে। তদন্ত কমিটির প্রতিবেদন হাতে পাওয়ার পর পরবর্তী পদক্ষেপ নেওয়া হবে বলেও জানান তিনি। সব পক্ষের মতামত নিয়েই সিদ্ধান্ত হবে বলে তিনি উল্লেখ করেন। তিনি বলেন, এ দেশের কোনো মানুষ যাতে অন্যায়ের শিকার না হন সে বিষয়ে সরকার সর্বদা সতর্ক রয়েছে। দুর্নীতির বিরুদ্ধে শুদ্ধি অভিযান অব্যাহত থাকবে। যারা অনিয়মের সঙ্গে জড়িত তাদের কাউকে ছাড় দেওয়া হবে না বলেও তিনি জানান। এ সময় সাংবাদিকদের বিভিন্ন প্রশ্নের জবাব দেন তিনি। সংশ্লিষ্ট সূত্রে জানা গেছে, চলতি অর্থবছরে এ খাতে বরাদ্দ উল্লেখযোগ্য হারে বাড়ানো হয়েছে। আগামী সপ্তাহে এ বিষয়ে চূড়ান্ত সিদ্ধান্ত নিতে উচ্চপর্যায়ের বৈঠক অনুষ্ঠিত হওয়ার কথা রয়েছে। বৈঠকে সংশ্লিষ্ট মন্ত্রণালয়ের শীর্ষ কর্মকর্তারা উপস্থিত থাকবেন বলে জানা গেছে। এ বিষয়ে জানতে চাইলে সংশ্লিষ্ট কর্মকর্তা বলেন, অভিযোগ খতিয়ে দেখে প্রয়োজনীয় ব্যবস্থা নেওয়া হবে। তদন্ত কমিটির প্রতিবেদন হাতে পাওয়ার পর পরবর্তী পদক্ষেপ নেওয়া হবে বলেও জানান তিনি। সব পক্ষের মতামত নিয়েই সিদ্ধান্ত হবে বলে তিনি উল্লেখ করেন। তিনি বলেন, এ দেশের কোনো মানুষ যাতে অন্যায়ের শিকার না হন সে বিষয়ে সরকার সর্বদা সতর্ক রয়েছে। দুর্নীতির বিরুদ্ধে শুদ্ধি অভিযান অব্যাহত থাকবে। যারা অনিয়মের সঙ্গে জড়িত তাদের কাউকে ছাড় দেওয়া হবে না বলেও তিনি জানান। এ সময় সাংবাদিকদের বিভিন্ন প্রশ্নের জবাব দেন তিনি। সংশ্লিষ্ট সূত্রে জানা গেছে, চলতি অর্থবছরে এ খাতে বরাদ্দ উল্লেখযোগ্য হারে বাড়ানো হয়েছে। আগামী সপ্তাহে এ বিষয়ে চূড়ান্ত সিদ্ধান্ত নিতে উচ্চপর্যায়ের বৈঠক অনুষ্ঠিত হওয়ার কথা রয়েছে। বৈঠকে সংশ্লিষ্ট মন্ত্রণালয়ের শীর্ষ কর্মকর্তারা উপস্থিত থাকবেন বলে জানা গেছে। এ বিষয়ে জানতে চাইলে সংশ্লিষ্ট কর্মকর্তা বলেন, অভিযোগ খতিয়ে দেখে প্রয়োজনীয় ব্যবস্থা নেওয়া হবে। তদন্ত কমিটির প্রতিবেদন হাতে পাওয়ার পর পরবর্তী পদক্ষেপ নেওয়া হবে বলেও জানান তিনি। সব পক্ষের মতামত নিয়েই সিদ্ধান্ত হবে বলে তিনি উল্লেখ করেন। — [10, 100, 186, 470]
article-headline: বুথফেরত জরিপে এগিয়ে মোদি আশাবাদী কংগ্রেসও — [779, 159, 918, 187]
company-news-columns — [578, 1114, 934, 1445]
date-block — [823, 29, 935, 54]
article-body: তিনি বলেন, এ দেশের কোনো মানুষ যাতে অন্যায়ের শিকার না হন সে বিষয়ে সরকার সর্বদা সতর্ক রয়েছে। দুর্নীতির বিরুদ্ধে শুদ্ধি অভিযান অব্যাহত থাকবে। যারা অনিয়মের সঙ্গে জড়িত তাদের কাউকে ছাড় দেওয়া হবে না বলেও তিনি জানান। এ সময় সাংবাদিকদের বিভিন্ন প্রশ্নের জবাব দেন তিনি। সংশ্লিষ্ট সূত্রে জানা গেছে, চলতি অর্থবছরে এ খাতে বরাদ্দ উল্লেখযোগ্য হারে বাড়ানো হয়েছে। আগামী সপ্তাহে এ বিষয়ে চূড়ান্ত সিদ্ধান্ত নিতে উচ্চপর্যায়ের বৈঠক অনুষ্ঠিত হওয়ার কথা রয়েছে। বৈঠকে সংশ্লিষ্ট মন্ত্রণালয়ের শীর্ষ কর্মকর্তারা উপস্থিত থাকবেন বলে জানা গেছে। — [199, 520, 375, 602]
article-headline: ইউআরসি এগ্রোভেট পুঁজিবাজার থেকে — [388, 280, 564, 293]
article — [763, 532, 936, 832]
article — [199, 238, 375, 496]
company-news-right — [765, 1119, 929, 1440]
article — [388, 536, 564, 654]
article-byline: তৃতীয় পৃষ্ঠার পর — [452, 826, 500, 836]
weekday-label: সোমবার — [831, 29, 872, 44]
article — [388, 276, 564, 534]
article-headline: শ্রীলঙ্কায় মৌসুমি বন্যা-ভূমিধসে নিহত — [393, 159, 559, 172]
article-body: সংশ্লিষ্ট সূত্রে জানা গেছে, চলতি অর্থবছরে এ খাতে বরাদ্দ উল্লেখযোগ্য হারে বাড়ানো হয়েছে। আগামী সপ্তাহে এ বিষয়ে চূড়ান্ত সিদ্ধান্ত নিতে উচ্চপর্যায়ের বৈঠক অনুষ্ঠিত হওয়ার কথা রয়েছে। বৈঠকে সংশ্লিষ্ট মন্ত্রণালয়ের শীর্ষ কর্মকর্তারা উপস্থিত থাকবেন বলে জানা গেছে। এ বিষয়ে জানতে চাইলে সংশ্লিষ্ট কর্মকর্তা বলেন, অভিযোগ খতিয়ে দেখে প্রয়োজনীয় ব্যবস্থা নেওয়া হবে। তদন্ত কমিটির প্রতিবেদন হাতে পাওয়ার পর পরবর্তী পদক্ষেপ নেওয়া হবে বলেও জানান তিনি। সব পক্ষের মতামত নিয়েই সিদ্ধান্ত হবে বলে তিনি উল্লেখ করেন। — [388, 69, 564, 151]
newspaper-logo-icon — [750, 33, 768, 51]
page-header — [10, 6, 935, 63]
article-byline: তৃতীয় পৃষ্ঠার পর — [263, 626, 311, 636]
article — [763, 68, 936, 152]
article-body: বাজার বিশ্লেষকরা বলছেন, বিনিয়োগকারীদের আস্থা ফেরাতে হলে স্বচ্ছতা ও জবাবদিহিতা নিশ্চিত করতে হবে। তালিকাভুক্ত কোম্পানিগুলোর আর্থিক প্রতিবেদন নিয়মিত প্রকাশের পাশাপাশি বাজারে নজরদারি জোরদারের তাগিদও দিয়েছেন তারা। ডিএসই সূত্রে জানা গেছে, সপ্তাহের প্রথম কার্যদিবসে লেনদেন আগের দিনের তুলনায় বেড়েছে। এদিন অধিকাংশ কোম্পানির শেয়ারদর বৃদ্ধি পেয়েছে। ব্লক মার্কেটেও উল্লেখযোগ্য পরিমাণ শেয়ার হাতবদল হয়েছে বলে সংশ্লিষ্ট সূত্রে জানা গেছে। এ বিষয়ে জানতে চাইলে সংশ্লিষ্ট কর্মকর্তা বলেন, অভিযোগ খতিয়ে দেখে প্রয়োজনীয় ব্যবস্থা নেওয়া হবে। তদন্ত কমিটির প্রতিবেদন হাতে পাওয়ার পর পরবর্তী পদক্ষেপ নেওয়া হবে বলেও জানান তিনি। সব পক্ষের মতামত নিয়েই সিদ্ধান্ত হবে বলে তিনি উল্লেখ করেন। বাজার বিশ্লেষকরা বলছেন, বিনিয়োগকারীদের আস্থা ফেরাতে হলে স্বচ্ছতা ও জবাবদিহিতা নিশ্চিত করতে হবে। তালিকাভুক্ত কোম্পানিগুলোর আর্থিক প্রতিবেদন নিয়মিত প্রকাশের পাশাপাশি বাজারে নজরদারি জোরদারের তাগিদও দিয়েছেন তারা। ডিএসই সূত্রে জানা গেছে, সপ্তাহের প্রথম কার্যদিবসে লেনদেন আগের দিনের তুলনায় বেড়েছে। এদিন অধিকাংশ কোম্পানির শেয়ারদর বৃদ্ধি পেয়েছে। ব্লক মার্কেটেও উল্লেখযোগ্য পরিমাণ শেয়ার হাতবদল হয়েছে বলে সংশ্লিষ্ট সূত্রে জানা গেছে। এ বিষয়ে জানতে চাইলে সংশ্লিষ্ট কর্মকর্তা বলেন, অভিযোগ খতিয়ে দেখে প্রয়োজনীয় ব্যবস্থা নেওয়া হবে। তদন্ত কমিটির প্রতিবেদন হাতে পাওয়ার পর পরবর্তী পদক্ষেপ নেওয়া হবে বলেও জানান তিনি। সব পক্ষের মতামত নিয়েই সিদ্ধান্ত হবে বলে তিনি উল্লেখ করেন। — [199, 273, 375, 495]
